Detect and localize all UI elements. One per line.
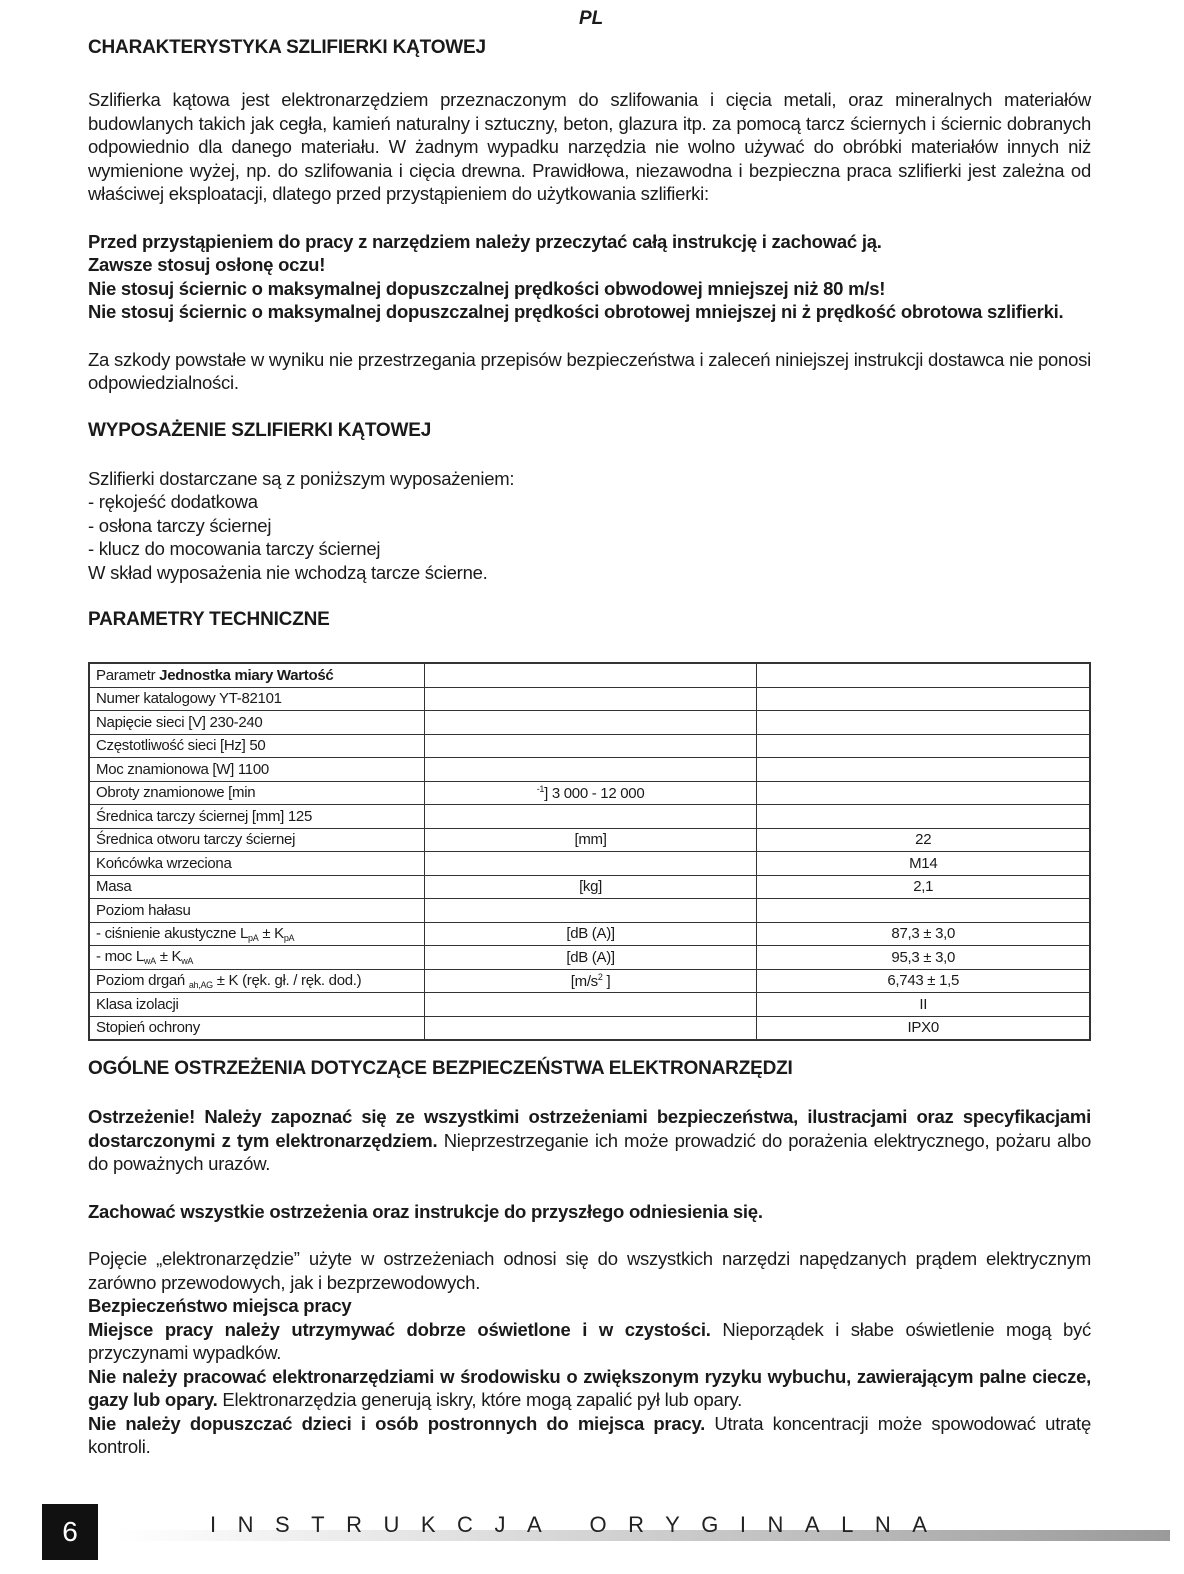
- cell-text: ] 3 000 - 12 000: [544, 784, 645, 802]
- table-cell: Stopień ochrony: [89, 1016, 424, 1040]
- table-cell: [424, 852, 757, 876]
- table-cell: 22: [757, 828, 1090, 852]
- body-text: Utrata koncentracji może spowodować utratę kontroli.: [88, 1412, 1091, 1457]
- table-cell: Moc znamionowa [W] 1100: [89, 758, 424, 782]
- table-cell: [dB (A)]: [424, 922, 757, 946]
- table-cell: M14: [757, 852, 1090, 876]
- cell-text: ]: [602, 972, 611, 990]
- table-row: [89, 899, 1090, 923]
- table-cell: [89, 969, 424, 993]
- table-row: [89, 875, 1090, 899]
- bold-text: Miejsce pracy należy utrzymywać dobrze oświetlone i w czystości.: [88, 1318, 711, 1340]
- equipment-item: - klucz do mocowania tarczy ściernej: [88, 538, 381, 559]
- table-cell: [424, 1016, 757, 1040]
- table-cell: Średnica tarczy ściernej [mm] 125: [89, 805, 424, 829]
- subscript: pA: [283, 932, 295, 943]
- term-definition: Pojęcie „elektronarzędzie” użyte w ostrzeżeniach odnosi się do wszystkich narzędzi napędzanych prądem elektrycznym zarówno przewodowych, jak i bezprzewodowych.: [88, 1248, 1091, 1293]
- superscript: 2: [597, 971, 603, 982]
- table-cell: [424, 993, 757, 1017]
- table-cell: [424, 687, 757, 711]
- table-cell: [424, 969, 757, 993]
- table-cell: [mm]: [424, 828, 757, 852]
- table-cell: 87,3 ± 3,0: [757, 922, 1090, 946]
- page-number: 6: [42, 1504, 98, 1560]
- keep-instructions: Zachować wszystkie ostrzeżenia oraz instrukcje do przyszłego odniesienia się.: [88, 1200, 763, 1222]
- equipment-item: - rękojeść dodatkowa: [88, 491, 258, 512]
- table-cell: Obroty znamionowe [min: [89, 781, 424, 805]
- table-row: [89, 758, 1090, 782]
- table-cell: Numer katalogowy YT-82101: [89, 687, 424, 711]
- table-cell: [dB (A)]: [424, 946, 757, 970]
- equipment-intro: Szlifierki dostarczane są z poniższym wyposażeniem:: [88, 467, 515, 489]
- table-cell: Średnica otworu tarczy ściernej: [89, 828, 424, 852]
- heading-technical-parameters: PARAMETRY TECHNICZNE: [88, 609, 330, 630]
- table-row: [89, 922, 1090, 946]
- subscript: pA: [248, 932, 259, 943]
- bold-text: Ostrzeżenie! Należy zapoznać się ze wszystkimi ostrzeżeniami bezpieczeństwa, ilustracjami oraz specyfikacjami dostarczonymi z tym elektronarzędziem.: [88, 1106, 1091, 1151]
- table-cell: [757, 711, 1090, 735]
- table-row: [89, 946, 1090, 970]
- body-text: Nieporządek i słabe oświetlenie mogą być przyczynami wypadków.: [88, 1318, 1091, 1363]
- table-cell: Częstotliwość sieci [Hz] 50: [89, 734, 424, 758]
- warning-peripheral-speed: Nie stosuj ściernic o maksymalnej dopuszczalnej prędkości obwodowej mniejszej niż 80 m/s!: [88, 277, 886, 299]
- table-cell: IPX0: [757, 1016, 1090, 1040]
- table-cell: [424, 805, 757, 829]
- table-cell: [424, 781, 757, 805]
- table-cell: II: [757, 993, 1090, 1017]
- cell-text: Poziom drgań: [96, 971, 189, 989]
- header-text-bold: Jednostka miary Wartość: [159, 666, 334, 684]
- cell-text: ± K: [258, 924, 284, 942]
- table-cell: Klasa izolacji: [89, 993, 424, 1017]
- table-cell: [424, 734, 757, 758]
- body-text: Nieprzestrzeganie ich może prowadzić do porażenia elektrycznego, pożaru albo do poważnych urazów.: [88, 1129, 1091, 1174]
- cell-text: - moc L: [96, 948, 144, 966]
- bold-text: Nie należy pracować elektronarzędziami w środowisku o zwiększonym ryzyku wybuchu, zawierającym palne ciecze, gazy lub opary.: [88, 1365, 1091, 1410]
- subscript: wA: [143, 956, 156, 967]
- body-text: Elektronarzędzia generują iskry, które mogą zapalić pył lub opary.: [217, 1389, 743, 1410]
- table-cell: Końcówka wrzeciona: [89, 852, 424, 876]
- language-code: PL: [579, 8, 604, 29]
- explosive-environment: [88, 1365, 1091, 1412]
- heading-characteristics: CHARAKTERYSTYKA SZLIFIERKI KĄTOWEJ: [88, 37, 486, 58]
- workplace-lighting: [88, 1318, 1091, 1365]
- footer-title: INSTRUKCJA ORYGINALNA: [210, 1512, 949, 1537]
- table-cell: Napięcie sieci [V] 230-240: [89, 711, 424, 735]
- cell-text: [m/s: [570, 972, 598, 990]
- table-cell: [757, 687, 1090, 711]
- table-cell: [89, 663, 424, 687]
- table-cell: [424, 758, 757, 782]
- table-cell: [89, 922, 424, 946]
- table-row: [89, 663, 1090, 687]
- table-cell: Poziom hałasu: [89, 899, 424, 923]
- table-cell: 2,1: [757, 875, 1090, 899]
- warning-rotational-speed: Nie stosuj ściernic o maksymalnej dopuszczalnej prędkości obrotowej mniejszej ni ż prędkość obrotowa szlifierki.: [88, 301, 1064, 322]
- table-cell: [757, 663, 1090, 687]
- cell-text: ± K: [155, 948, 182, 966]
- table-row: [89, 687, 1090, 711]
- subscript: wA: [181, 956, 194, 967]
- table-cell: [757, 899, 1090, 923]
- table-cell: [757, 781, 1090, 805]
- heading-equipment: WYPOSAŻENIE SZLIFIERKI KĄTOWEJ: [88, 419, 432, 441]
- table-cell: [89, 946, 424, 970]
- table-row: [89, 1016, 1090, 1040]
- table-row: [89, 805, 1090, 829]
- subscript: ah,AG: [188, 979, 213, 990]
- table-row: [89, 781, 1090, 805]
- superscript: -1: [536, 783, 545, 794]
- bold-text: Nie należy dopuszczać dzieci i osób postronnych do miejsca pracy.: [88, 1412, 705, 1434]
- header-text: Parametr: [96, 666, 160, 684]
- equipment-item: - osłona tarczy ściernej: [88, 514, 272, 536]
- cell-text: ± K (ręk. gł. / ręk. dod.): [212, 971, 362, 989]
- table-row: [89, 852, 1090, 876]
- heading-general-warnings: OGÓLNE OSTRZEŻENIA DOTYCZĄCE BEZPIECZEŃSTWA ELEKTRONARZĘDZI: [88, 1058, 793, 1079]
- table-cell: [424, 711, 757, 735]
- description-paragraph: Szlifierka kątowa jest elektronarzędziem przeznaczonym do szlifowania i cięcia metali, oraz mineralnych materiałów budowlanych takich jak cegła, kamień naturalny i sztuczny, beton, glazura itp. za pomocą tarcz ściernych i ściernic dobranych odpowiednio dla danego materiału. W żadnym wypadku narzędzia nie wolno używać do obróbki materiałów innych niż wymienione wyżej, np. do szlifowania i cięcia drewna. Prawidłowa, niezawodna i bezpieczna praca szlifierki jest zależna od właściwej eksploatacji, dlatego przed przystąpieniem do użytkowania szlifierki:: [88, 89, 1091, 204]
- table-row: [89, 711, 1090, 735]
- table-row: [89, 969, 1090, 993]
- subheading-workplace-safety: Bezpieczeństwo miejsca pracy: [88, 1295, 352, 1316]
- table-cell: 6,743 ± 1,5: [757, 969, 1090, 993]
- children-bystanders: [88, 1412, 1091, 1459]
- warning-eye-protection: Zawsze stosuj osłonę oczu!: [88, 254, 326, 275]
- cell-text: - ciśnienie akustyczne L: [96, 924, 249, 942]
- liability-paragraph: Za szkody powstałe w wyniku nie przestrzegania przepisów bezpieczeństwa i zaleceń niniejszej instrukcji dostawca nie ponosi odpowiedzialności.: [88, 348, 1091, 393]
- table-cell: 95,3 ± 3,0: [757, 946, 1090, 970]
- table-cell: Masa: [89, 875, 424, 899]
- general-warning-paragraph: [88, 1105, 1091, 1176]
- table-cell: [424, 899, 757, 923]
- page-content: [88, 36, 1091, 1459]
- table-row: [89, 734, 1090, 758]
- table-cell: [424, 663, 757, 687]
- table-row: [89, 828, 1090, 852]
- table-row: [89, 993, 1090, 1017]
- equipment-note: W skład wyposażenia nie wchodzą tarcze ścierne.: [88, 561, 488, 583]
- table-cell: [757, 758, 1090, 782]
- table-cell: [757, 734, 1090, 758]
- table-cell: [757, 805, 1090, 829]
- technical-parameters-table: [88, 662, 1091, 1041]
- warning-read-manual: Przed przystąpieniem do pracy z narzędziem należy przeczytać całą instrukcję i zachować ją.: [88, 230, 882, 252]
- table-cell: [kg]: [424, 875, 757, 899]
